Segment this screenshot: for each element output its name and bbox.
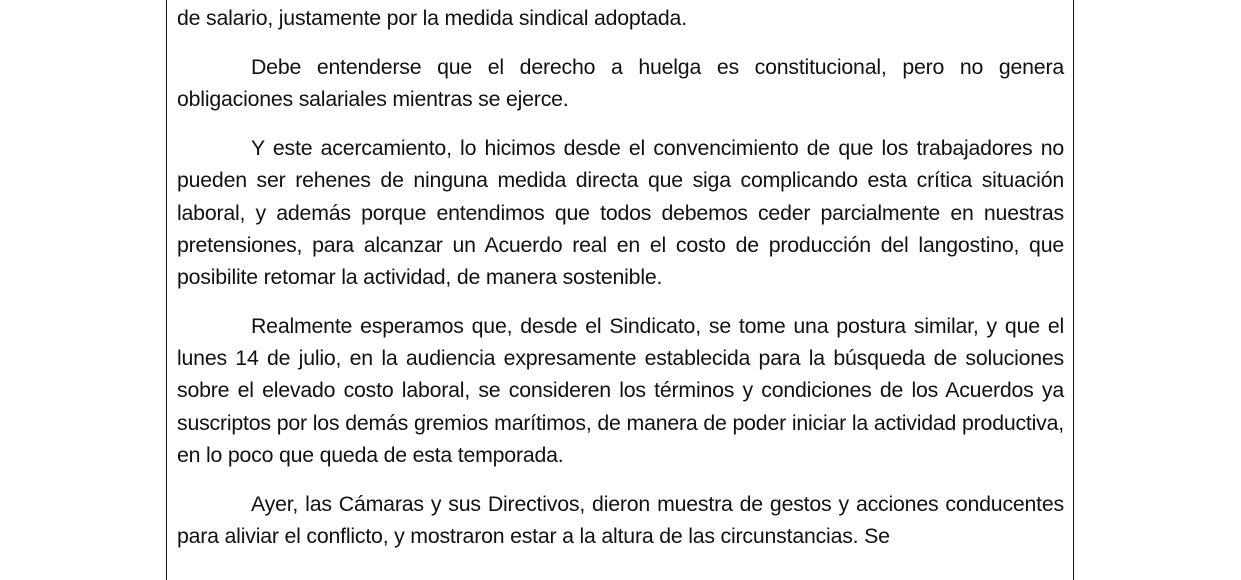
- paragraph-chambers-gestures: Ayer, las Cámaras y sus Directivos, dieron muestra de gestos y acciones conducentes para aliviar el conflicto, y mostraron estar a la altura de las circunstancias. Se: [177, 491, 1064, 549]
- paragraph-union-expectation: Realmente esperamos que, desde el Sindicato, se tome una postura similar, y que el lunes 14 de julio, en la audiencia expresamente establecida para la búsqueda de soluciones sobre el elevado costo laboral, se consideren los términos y condiciones de los Acuerdos ya suscriptos por los demás gremios marítimos, de manera de poder iniciar la actividad productiva, en lo poco que queda de esta temporada.: [177, 314, 1064, 467]
- paragraph-approach-rationale: Y este acercamiento, lo hicimos desde el convencimiento de que los trabajadores no pueden ser rehenes de ninguna medida directa que siga complicando esta crítica situación laboral, y además porque entendimos que todos debemos ceder parcialmente en nuestras pretensiones, para alcanzar un Acuerdo real en el costo de producción del langostino, que posibilite retomar la actividad, de manera sostenible.: [177, 136, 1064, 290]
- document-body: [177, 2, 1064, 569]
- paragraph-salary-continuation: de salario, justamente por la medida sindical adoptada.: [177, 6, 687, 30]
- paragraph-strike-right: Debe entenderse que el derecho a huelga es constitucional, pero no genera obligaciones salariales mientras se ejerce.: [177, 55, 1064, 112]
